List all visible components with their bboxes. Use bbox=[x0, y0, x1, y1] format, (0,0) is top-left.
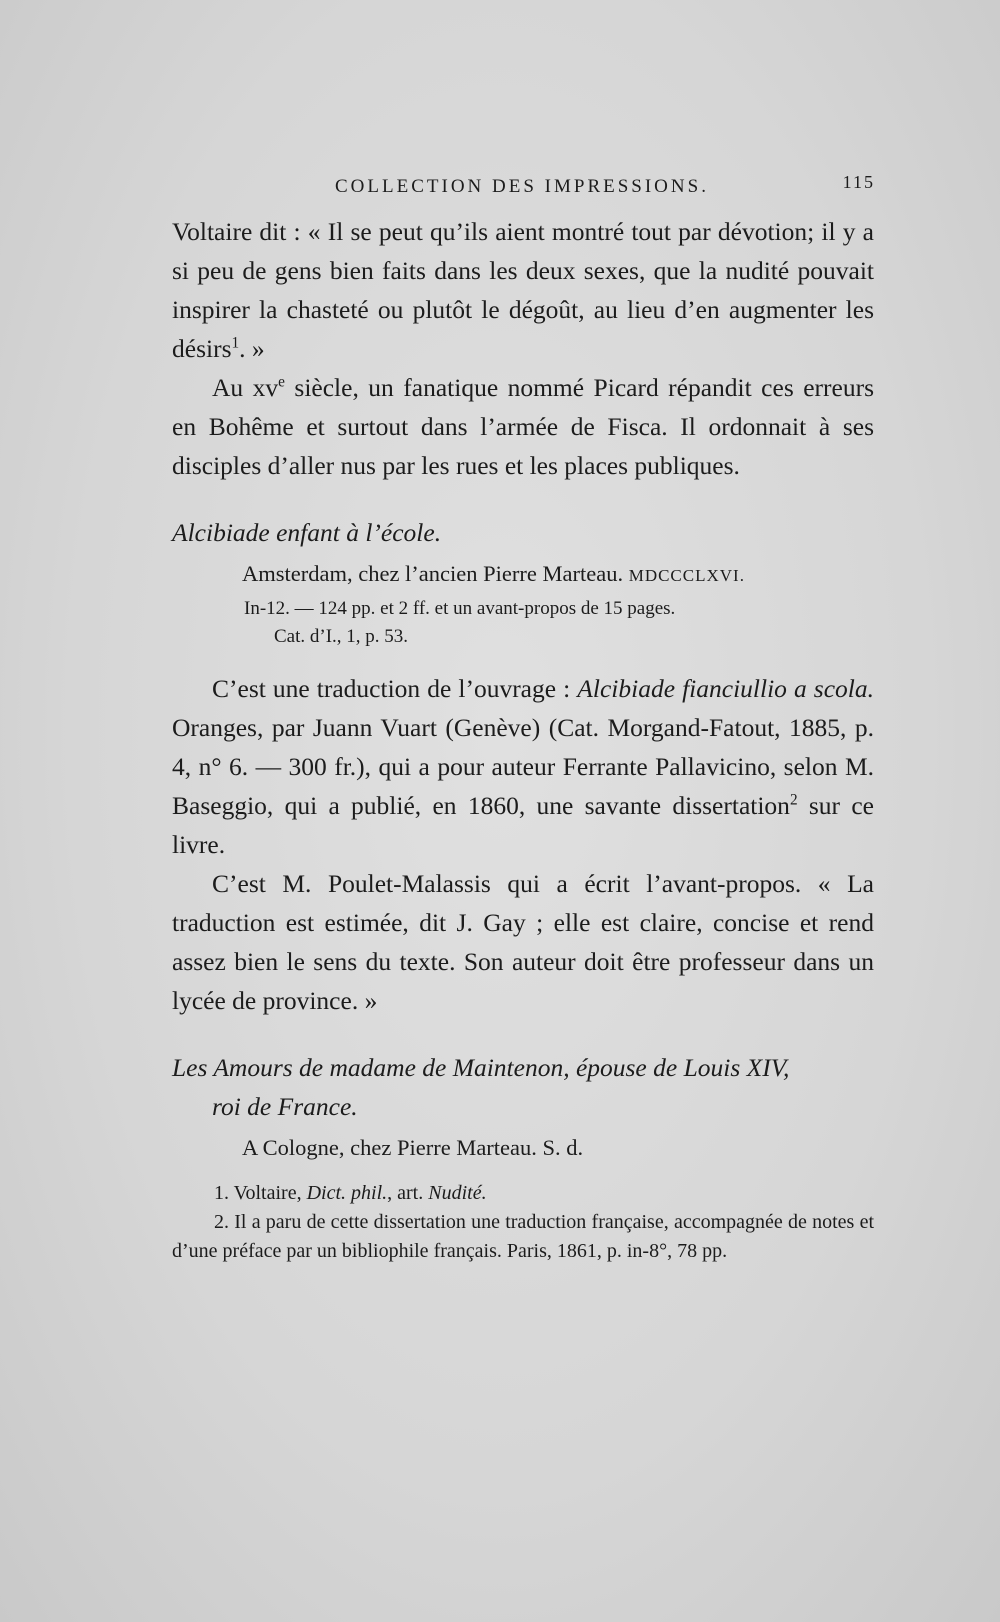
original-title: Alcibiade fianciullio a scola. bbox=[577, 674, 874, 703]
footnote-1-text-a: Voltaire, bbox=[229, 1182, 307, 1204]
century-superscript: e bbox=[278, 373, 285, 391]
page-header bbox=[175, 172, 875, 202]
imprint-text-maintenon: A Cologne, chez Pierre Marteau. S. d. bbox=[242, 1135, 584, 1160]
footnote-2: 2. Il a paru de cette dissertation une traduction française, accompagnée de notes et d’une préface par un bibliophile français. Paris, 1861, p. in-8°, 78 pp. bbox=[172, 1211, 874, 1262]
footnote-1-word: Nudité. bbox=[428, 1182, 487, 1204]
traduction-text-b: Oranges, par Juann Vuart (Genève) (Cat. Morgand-Fatout, 1885, p. 4, n° 6. — 300 fr.), qui a pour auteur Ferrante Pallavicino, selon M. Baseggio, qui a publié, en 1860, une savante dissertation bbox=[172, 713, 874, 820]
entry-imprint-alcibiade bbox=[172, 556, 874, 593]
footnote-ref-2: 2 bbox=[789, 791, 798, 809]
title-line-2: roi de France. bbox=[212, 1092, 358, 1121]
paragraph-avant-propos: C’est M. Poulet-Malassis qui a écrit l’avant-propos. « La traduction est estimée, dit J. Gay ; elle est claire, concise et rend assez bien le sens du texte. Son auteur doit être professeur dans un lycée de province. » bbox=[172, 869, 874, 1015]
running-head: COLLECTION DES IMPRESSIONS. bbox=[335, 176, 709, 197]
entry-title-alcibiade: Alcibiade enfant à l’école. bbox=[172, 518, 442, 547]
traduction-text-a: C’est une traduction de l’ouvrage : bbox=[212, 674, 578, 703]
catalog-line: Cat. d’I., 1, p. 53. bbox=[274, 626, 409, 647]
quote-text: Voltaire dit : « Il se peut qu’ils aient montré tout par dévotion; il y a si peu de gens bien faits dans les deux sexes, que la nudité pouvait inspirer la chasteté ou plutôt le dégoût, au lieu d’en augmenter les désirs bbox=[172, 217, 874, 363]
footnote-ref-1: 1 bbox=[231, 334, 240, 352]
title-line-1: Les Amours de madame de Maintenon, épouse de Louis XIV, bbox=[172, 1053, 790, 1082]
page-number: 115 bbox=[842, 172, 875, 192]
entry-title-maintenon bbox=[172, 1048, 874, 1126]
entry-imprint-maintenon bbox=[172, 1130, 874, 1165]
quote-end: . » bbox=[239, 334, 265, 363]
body-text bbox=[172, 212, 874, 1266]
paragraph-voltaire-quote bbox=[172, 212, 874, 368]
format-line: In-12. — 124 pp. et 2 ff. et un avant-propos de 15 pages. bbox=[244, 598, 676, 619]
traduction-text-c: sur ce livre. bbox=[172, 791, 874, 859]
footnote-1-text-b: , art. bbox=[387, 1182, 429, 1204]
footnote-1-title: Dict. phil. bbox=[306, 1182, 388, 1204]
entry-description-alcibiade bbox=[172, 595, 874, 651]
century-text: Au xv bbox=[212, 373, 279, 402]
footnotes bbox=[172, 1179, 874, 1266]
imprint-text: Amsterdam, chez l’ancien Pierre Marteau. bbox=[242, 561, 624, 586]
paragraph-traduction bbox=[172, 669, 874, 864]
picard-text: siècle, un fanatique nommé Picard répandit ces erreurs en Bohême et surtout dans l’armée de Fisca. Il ordonnait à ses disciples d’aller nus par les rues et les places publiques. bbox=[172, 373, 874, 480]
footnote-1-number: 1. bbox=[214, 1182, 229, 1204]
footnote-1 bbox=[172, 1179, 874, 1208]
imprint-date: MDCCCLXVI. bbox=[628, 566, 745, 585]
paragraph-picard bbox=[172, 368, 874, 485]
